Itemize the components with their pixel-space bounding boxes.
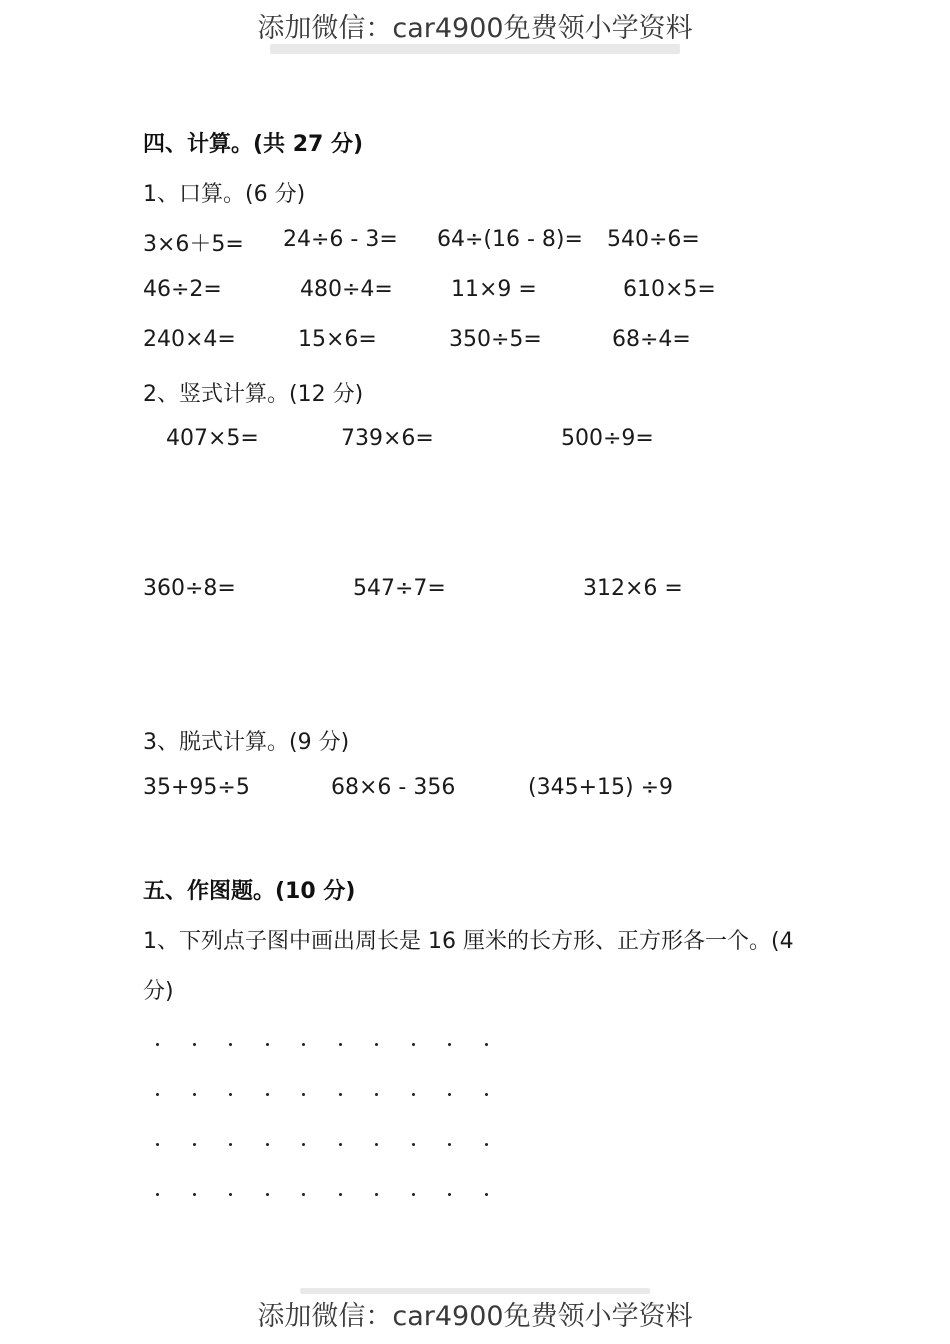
oral-calc-item: 11×9 =	[451, 277, 537, 302]
grid-dot	[375, 1143, 378, 1146]
grid-dot	[375, 1193, 378, 1196]
q2-title: 2、竖式计算。(12 分)	[143, 382, 364, 407]
q3-title: 3、脱式计算。(9 分)	[143, 730, 350, 755]
section-5-title: 五、作图题。(10 分)	[143, 879, 356, 904]
grid-dot	[156, 1193, 159, 1196]
vertical-calc-item: 739×6=	[341, 426, 434, 451]
grid-dot	[339, 1093, 342, 1096]
oral-calc-item: 350÷5=	[449, 327, 542, 352]
oral-calc-item: 68÷4=	[612, 327, 691, 352]
grid-dot	[412, 1143, 415, 1146]
grid-dot	[266, 1043, 269, 1046]
stepwise-calc-item: 35+95÷5	[143, 775, 250, 800]
grid-dot	[193, 1093, 196, 1096]
drawing-question-line-1: 1、下列点子图中画出周长是 16 厘米的长方形、正方形各一个。(4	[143, 929, 794, 954]
oral-calc-item: 540÷6=	[607, 227, 700, 252]
oral-calc-item: 46÷2=	[143, 277, 222, 302]
faded-text-line	[270, 44, 680, 54]
oral-calc-item: 610×5=	[623, 277, 716, 302]
watermark-bottom: 添加微信：car4900免费领小学资料	[257, 1301, 693, 1332]
grid-dot	[339, 1193, 342, 1196]
grid-dot	[229, 1093, 232, 1096]
grid-dot	[412, 1193, 415, 1196]
grid-dot	[193, 1193, 196, 1196]
watermark-top: 添加微信：car4900免费领小学资料	[257, 13, 693, 44]
grid-dot	[485, 1093, 488, 1096]
vertical-calc-item: 407×5=	[166, 426, 259, 451]
grid-dot	[375, 1043, 378, 1046]
oral-calc-item: 3×6＋5=	[143, 232, 244, 257]
drawing-question-line-2: 分)	[143, 979, 174, 1004]
section-4-title: 四、计算。(共 27 分)	[143, 132, 364, 157]
grid-dot	[193, 1143, 196, 1146]
oral-calc-item: 15×6=	[298, 327, 377, 352]
grid-dot	[302, 1043, 305, 1046]
grid-dot	[375, 1093, 378, 1096]
oral-calc-item: 480÷4=	[300, 277, 393, 302]
grid-dot	[339, 1143, 342, 1146]
stepwise-calc-item: (345+15) ÷9	[528, 775, 674, 800]
oral-calc-item: 240×4=	[143, 327, 236, 352]
grid-dot	[266, 1193, 269, 1196]
grid-dot	[412, 1043, 415, 1046]
grid-dot	[229, 1193, 232, 1196]
grid-dot	[485, 1143, 488, 1146]
grid-dot	[412, 1093, 415, 1096]
grid-dot	[485, 1043, 488, 1046]
grid-dot	[448, 1143, 451, 1146]
grid-dot	[156, 1093, 159, 1096]
grid-dot	[302, 1193, 305, 1196]
grid-dot	[156, 1043, 159, 1046]
grid-dot	[302, 1143, 305, 1146]
grid-dot	[448, 1093, 451, 1096]
grid-dot	[302, 1093, 305, 1096]
grid-dot	[193, 1043, 196, 1046]
grid-dot	[448, 1193, 451, 1196]
oral-calc-item: 24÷6 - 3=	[283, 227, 398, 252]
grid-dot	[485, 1193, 488, 1196]
q1-title: 1、口算。(6 分)	[143, 182, 306, 207]
grid-dot	[266, 1143, 269, 1146]
vertical-calc-item: 547÷7=	[353, 576, 446, 601]
grid-dot	[229, 1043, 232, 1046]
oral-calc-item: 64÷(16 - 8)=	[437, 227, 583, 252]
grid-dot	[229, 1143, 232, 1146]
grid-dot	[339, 1043, 342, 1046]
stepwise-calc-item: 68×6 - 356	[331, 775, 456, 800]
grid-dot	[448, 1043, 451, 1046]
vertical-calc-item: 500÷9=	[561, 426, 654, 451]
grid-dot	[156, 1143, 159, 1146]
dot-grid	[150, 1035, 500, 1205]
vertical-calc-item: 360÷8=	[143, 576, 236, 601]
grid-dot	[266, 1093, 269, 1096]
vertical-calc-item: 312×6 =	[583, 576, 683, 601]
